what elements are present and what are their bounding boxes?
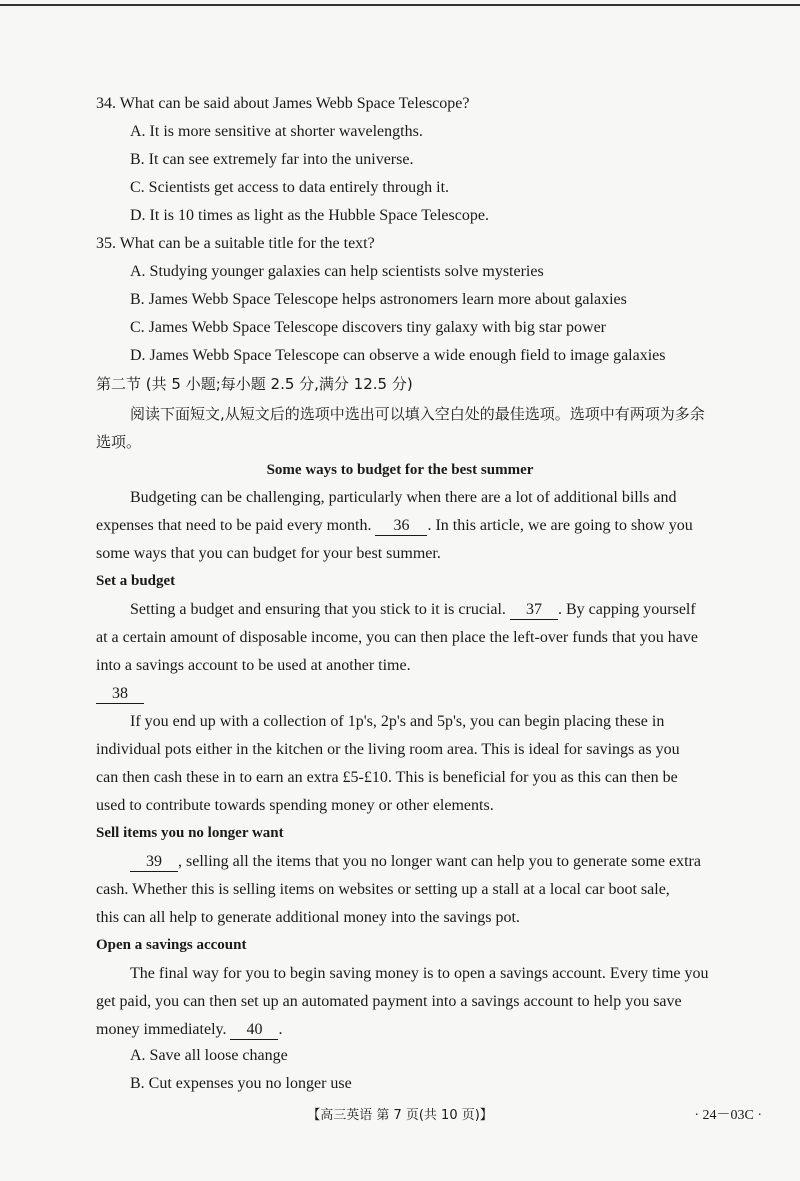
heading-open-savings: Open a savings account (96, 937, 247, 953)
p5-line-3-text-a: money immediately. (96, 1021, 227, 1038)
q34-option-b: B. It can see extremely far into the universe. (130, 151, 414, 168)
footer-code: · 24－03C · (694, 1108, 762, 1123)
q35-option-b: B. James Webb Space Telescope helps astronomers learn more about galaxies (130, 291, 627, 308)
p5-line-3-text-b: . (278, 1021, 283, 1038)
section-2-header: 第二节 (共 5 小题;每小题 2.5 分,满分 12.5 分) (96, 375, 413, 393)
p5-line-3 (96, 1020, 282, 1040)
p1-line-1: Budgeting can be challenging, particularly when there are a lot of additional bills and (130, 489, 677, 506)
q35-option-d: D. James Webb Space Telescope can observe a wide enough field to image galaxies (130, 347, 666, 364)
blank-36: 36 (375, 517, 427, 536)
footer-page-number: 【高三英语 第 7 页(共 10 页)】 (307, 1108, 493, 1123)
p2-line-1 (130, 600, 696, 620)
q34-option-d: D. It is 10 times as light as the Hubble Space Telescope. (130, 207, 489, 224)
question-34-stem: 34. What can be said about James Webb Space Telescope? (96, 95, 470, 112)
blank-37: 37 (510, 601, 558, 620)
p1-line-3: some ways that you can budget for your best summer. (96, 545, 441, 562)
p2-line-2: at a certain amount of disposable income, you can then place the left-over funds that you have (96, 629, 699, 646)
q35-option-c: C. James Webb Space Telescope discovers tiny galaxy with big star power (130, 319, 606, 336)
blank-38-line (96, 684, 144, 704)
answer-option-b: B. Cut expenses you no longer use (130, 1075, 352, 1092)
question-35-stem: 35. What can be a suitable title for the text? (96, 235, 375, 252)
heading-sell-items: Sell items you no longer want (96, 825, 284, 841)
p4-line-1 (130, 852, 701, 872)
p2-line-1-text-a: Setting a budget and ensuring that you stick to it is crucial. (130, 601, 506, 618)
p5-line-1: The final way for you to begin saving money is to open a savings account. Every time you (130, 965, 709, 982)
p3-line-2: individual pots either in the kitchen or the living room area. This is ideal for savings as you (96, 741, 680, 758)
section-2-instruction-line-1: 阅读下面短文,从短文后的选项中选出可以填入空白处的最佳选项。选项中有两项为多余 (130, 405, 705, 423)
blank-39: 39 (130, 853, 178, 872)
q34-option-c: C. Scientists get access to data entirely through it. (130, 179, 450, 196)
p3-line-3: can then cash these in to earn an extra £5-£10. This is beneficial for you as this can then be (96, 769, 678, 786)
p3-line-4: used to contribute towards spending money or other elements. (96, 797, 494, 814)
p5-line-2: get paid, you can then set up an automated payment into a savings account to help you save (96, 993, 682, 1010)
p2-line-3: into a savings account to be used at another time. (96, 657, 411, 674)
section-2-instruction-line-2: 选项。 (96, 433, 142, 451)
p1-line-2-text-b: . In this article, we are going to show you (427, 517, 693, 534)
blank-38: 38 (96, 685, 144, 704)
q35-option-a: A. Studying younger galaxies can help scientists solve mysteries (130, 263, 544, 280)
blank-40: 40 (230, 1021, 278, 1040)
p4-line-3: this can all help to generate additional money into the savings pot. (96, 909, 520, 926)
answer-option-a: A. Save all loose change (130, 1047, 288, 1064)
p1-line-2 (96, 516, 693, 536)
p3-line-1: If you end up with a collection of 1p's, 2p's and 5p's, you can begin placing these in (130, 713, 665, 730)
p4-line-2: cash. Whether this is selling items on websites or setting up a stall at a local car boot sale, (96, 881, 670, 898)
p4-line-1-text-b: , selling all the items that you no longer want can help you to generate some extra (178, 853, 701, 870)
q34-option-a: A. It is more sensitive at shorter wavelengths. (130, 123, 423, 140)
p1-line-2-text-a: expenses that need to be paid every month. (96, 517, 372, 534)
p2-line-1-text-b: . By capping yourself (557, 601, 696, 618)
passage-title: Some ways to budget for the best summer (266, 462, 534, 478)
heading-set-a-budget: Set a budget (96, 573, 176, 589)
